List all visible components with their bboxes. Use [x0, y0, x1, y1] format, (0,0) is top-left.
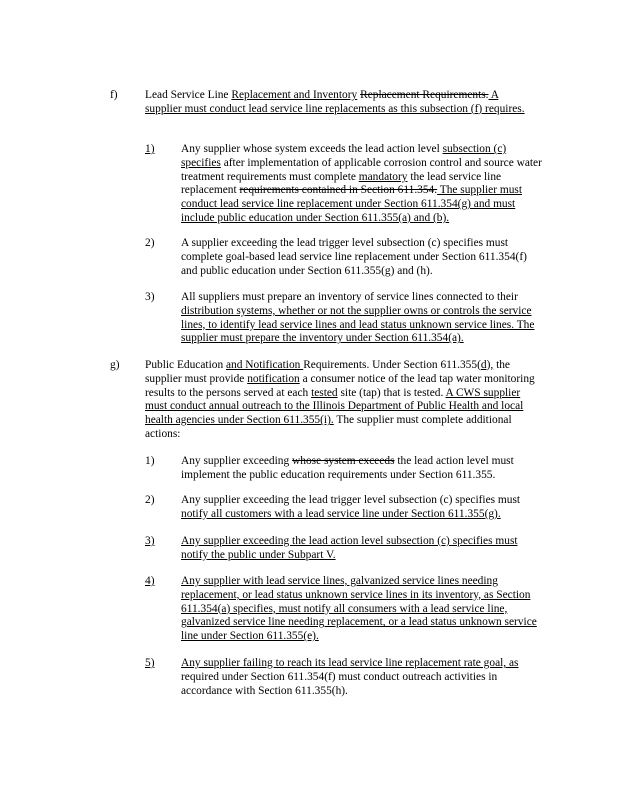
- inserted-text: distribution systems, whether or not the supplier owns or controls the service lines, to identify lead service lines and lead status unknown service lines. The supplier must prepare the inventory under Section 611.354(a).: [181, 304, 535, 345]
- inserted-text: Any supplier failing to reach its lead service line replacement rate goal, as: [181, 657, 519, 669]
- item-g1-text: [181, 455, 539, 483]
- deleted-text: Replacement Requirements.: [360, 89, 489, 101]
- inserted-text: The supplier must conduct lead service line replacement under Section 611.354(g) and must include public education under Section 611.355(a) and (b).: [181, 184, 523, 224]
- inserted-text: mandatory: [358, 170, 408, 183]
- section-g-heading: [145, 359, 539, 442]
- item-g5-number: 5): [145, 657, 155, 669]
- item-g3-text: Any supplier exceeding the lead action level subsection (c) specifies must notify the public under Subpart V.: [181, 535, 518, 561]
- inserted-text: and Notification: [226, 359, 304, 371]
- item-g2-number: 2): [145, 494, 155, 506]
- body-text: the lead service line replacement: [181, 170, 502, 197]
- item-g2-text: [181, 494, 541, 522]
- item-f1-text: [181, 143, 543, 226]
- body-text: after implementation of applicable corrosion control and source water treatment requirements must complete: [181, 156, 542, 183]
- section-f-heading: [145, 89, 535, 117]
- deleted-text: whose system exceeds: [292, 455, 395, 467]
- deleted-text: requirements contained in Section 611.354.: [239, 184, 438, 197]
- item-g4-number: 4): [145, 575, 155, 587]
- inserted-text: subsection (c) specifies: [181, 143, 507, 169]
- item-f3-number: 3): [145, 291, 155, 303]
- inserted-text: notification: [247, 372, 300, 385]
- section-f-marker: f): [110, 89, 118, 101]
- body-text: The supplier must complete additional actions:: [145, 414, 512, 440]
- item-g4-text: Any supplier with lead service lines, galvanized service lines needing replacement, or lead status unknown service lines in its inventory, as Section 611.354(a) specifies, must notify all consumers with a lead service line, galvanized service line needing replacement, or a lead status unknown service line under Section 611.355(e).: [181, 575, 537, 643]
- inserted-text: supplier must conduct lead service line replacements as this subsection (f) requires.: [145, 102, 525, 115]
- heading-text: Lead Service Line: [145, 89, 232, 101]
- heading-text: Requirements. Under Section 611.355(: [303, 359, 481, 371]
- body-text: All suppliers must prepare an inventory of service lines connected to their: [181, 291, 518, 303]
- body-text: site (tap) that is tested.: [337, 386, 446, 399]
- heading-text: Public Education: [145, 359, 226, 371]
- item-f2-text: A supplier exceeding the lead trigger level subsection (c) specifies must complete goal-based lead service line replacement under Section 611.354(f) and public education under Section 611.355(g) and (h).: [181, 237, 527, 277]
- inserted-text: A CWS supplier must conduct annual outreach to the Illinois Department of Public Health and local health agencies under Section 611.355(i).: [145, 386, 524, 427]
- inserted-text: A: [488, 89, 499, 101]
- item-f2-number: 2): [145, 237, 155, 249]
- body-text: required under Section 611.354(f) must conduct outreach activities in accordance with Section 611.355(h).: [181, 670, 498, 697]
- body-text: Any supplier exceeding the lead trigger level subsection (c) specifies must: [181, 494, 521, 506]
- item-g3-number: 3): [145, 535, 155, 547]
- item-f1-number: 1): [145, 143, 155, 155]
- inserted-text: d),: [480, 359, 494, 371]
- inserted-text: tested: [311, 386, 338, 399]
- inserted-text: Replacement and Inventory: [231, 89, 358, 101]
- body-text: the supplier must provide: [145, 359, 510, 385]
- body-text: Any supplier whose system exceeds the lead action level: [181, 143, 443, 155]
- section-g-marker: g): [110, 359, 120, 371]
- inserted-text: notify all customers with a lead service line under Section 611.355(g).: [181, 507, 501, 520]
- item-g1-number: 1): [145, 455, 155, 467]
- item-f3-text: [181, 291, 543, 346]
- item-g5-text: [181, 657, 543, 698]
- body-text: a consumer notice of the lead tap water monitoring results to the persons served at each: [145, 372, 535, 399]
- body-text: the lead action level must implement the public education requirements under Section 611.355.: [181, 455, 514, 481]
- body-text: Any supplier exceeding: [181, 455, 293, 467]
